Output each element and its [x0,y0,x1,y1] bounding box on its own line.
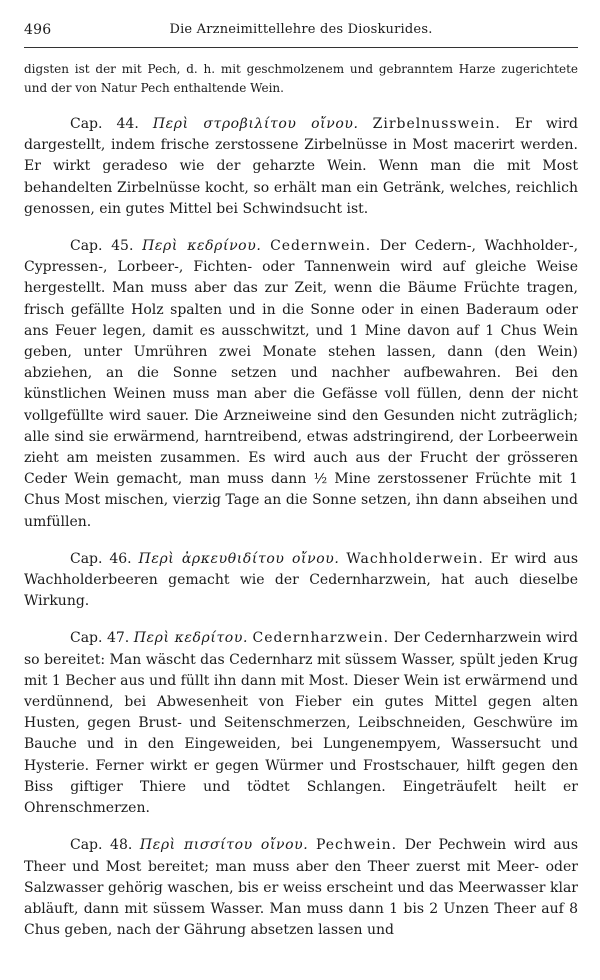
chapter-number: Cap. 44. [70,116,139,132]
chapter-text: Der Pechwein wird aus Theer und Most bereitet; man muss aber den Theer zuerst mit Meer- oder Salzwasser gehörig waschen, bis er weiss erscheint und das Meerwasser klar abläuft, dann mit süssem Wasser. Man muss dann 1 bis 2 Unzen Theer auf 8 Chus geben, nach der Gährung absetzen lassen und [24,837,579,939]
chapter-number: Cap. 47. [70,630,130,647]
chapter-name: Pechwein. [315,837,398,854]
header-rule [24,47,578,48]
chapter-greek-title: Περὶ στροβιλίτου οἴνου. [152,116,359,132]
page-number: 496 [24,22,52,38]
chapter-name: Zirbelnusswein. [372,116,501,132]
chapter-greek-title: Περὶ κεδρίνου. [142,238,262,255]
chapter-text: Er wird aus Wachholderbeeren gemacht wie der Cedernharzwein, hat auch dieselbe Wirkung. [24,550,579,610]
chapter-text: Der Cedern-, Wachholder-, Cypressen-, Lorbeer-, Fichten- oder Tannenwein wird auf gleiche Weise hergestellt. Man muss aber das zur Zeit, wenn die Bäume Früchte tragen, frisch gefällte Holz spalten und in die Sonne oder in einen Baderaum oder ans Feuer legen, damit es ausschwitzt, und 1 Mine davon auf 1 Chus Wein geben, unter Umrühren zwei Monate stehen lassen, dann (den Wein) abziehen, an die Sonne setzen und nachher aufbewahren. Bei den künstlichen Weinen muss man aber die Gefässe voll füllen, denn der nicht vollgefüllte wird sauer. Die Arzneiweine sind den Gesunden nicht zuträglich; alle sind sie erwärmend, harntreibend, etwas adstringirend, der Lorbeerwein zieht am meisten zusammen. Es wird auch aus der Frucht der grösseren Ceder Wein gemacht, man muss dann ½ Mine zerstossener Früchte mit 1 Chus Most mischen, vierzig Tage an die Sonne setzen, ihn dann abseihen und umfüllen. [24,238,579,530]
page-header [24,18,578,44]
chapter-44 [24,114,578,220]
page-body [24,60,578,941]
chapter-number: Cap. 45. [70,238,134,255]
chapter-text: Der Cedernharzwein wird so bereitet: Man wäscht das Cedernharz mit süssem Wasser, spült jeden Krug mit 1 Becher aus und füllt ihn dann mit Most. Dieser Wein ist erwärmend und verdünnend, bei Abwesenheit von Fieber ein gutes Mittel gegen alten Husten, gegen Brust- und Seitenschmerzen, Leibschneiden, Geschwüre im Bauche und in den Eingeweiden, bei Lungenempyem, Wassersucht und Hysterie. Ferner wirkt er gegen Würmer und Frostschauer, hilft gegen den Biss giftiger Thiere und tödtet Schlangen. Eingeträufelt heilt er Ohrenschmerzen. [24,630,578,817]
running-title: Die Arzneimittellehre des Dioskurides. [169,22,433,37]
chapter-text: Er wird dargestellt, indem frische zerstossene Zirbelnüsse in Most macerirt werden. Er wirkt geradeso wie der geharzte Wein. Wenn man die mit Most behandelten Zirbelnüsse kocht, so erhält man ein Getränk, welches, reichlich genossen, ein gutes Mittel bei Schwindsucht ist. [24,116,578,217]
chapter-number: Cap. 46. [70,550,132,567]
chapter-47 [24,628,578,819]
chapter-48 [24,835,578,941]
chapter-name: Cedernharzwein. [252,630,390,647]
chapter-name: Wachholderwein. [346,550,484,567]
chapter-name: Cedernwein. [270,238,372,255]
chapter-46 [24,549,578,613]
chapter-greek-title: Περὶ ἀρκευθιδίτου οἴνου. [138,550,340,567]
chapter-number: Cap. 48. [70,837,133,854]
chapter-greek-title: Περὶ κεδρίτου. [133,630,248,647]
continuation-paragraph: digsten ist der mit Pech, d. h. mit geschmolzenem und gebranntem Harze zugerichtete und der von Natur Pech enthaltende Wein. [24,62,578,95]
chapter-45 [24,236,578,533]
chapter-greek-title: Περὶ πισσίτου οἴνου. [139,837,309,854]
